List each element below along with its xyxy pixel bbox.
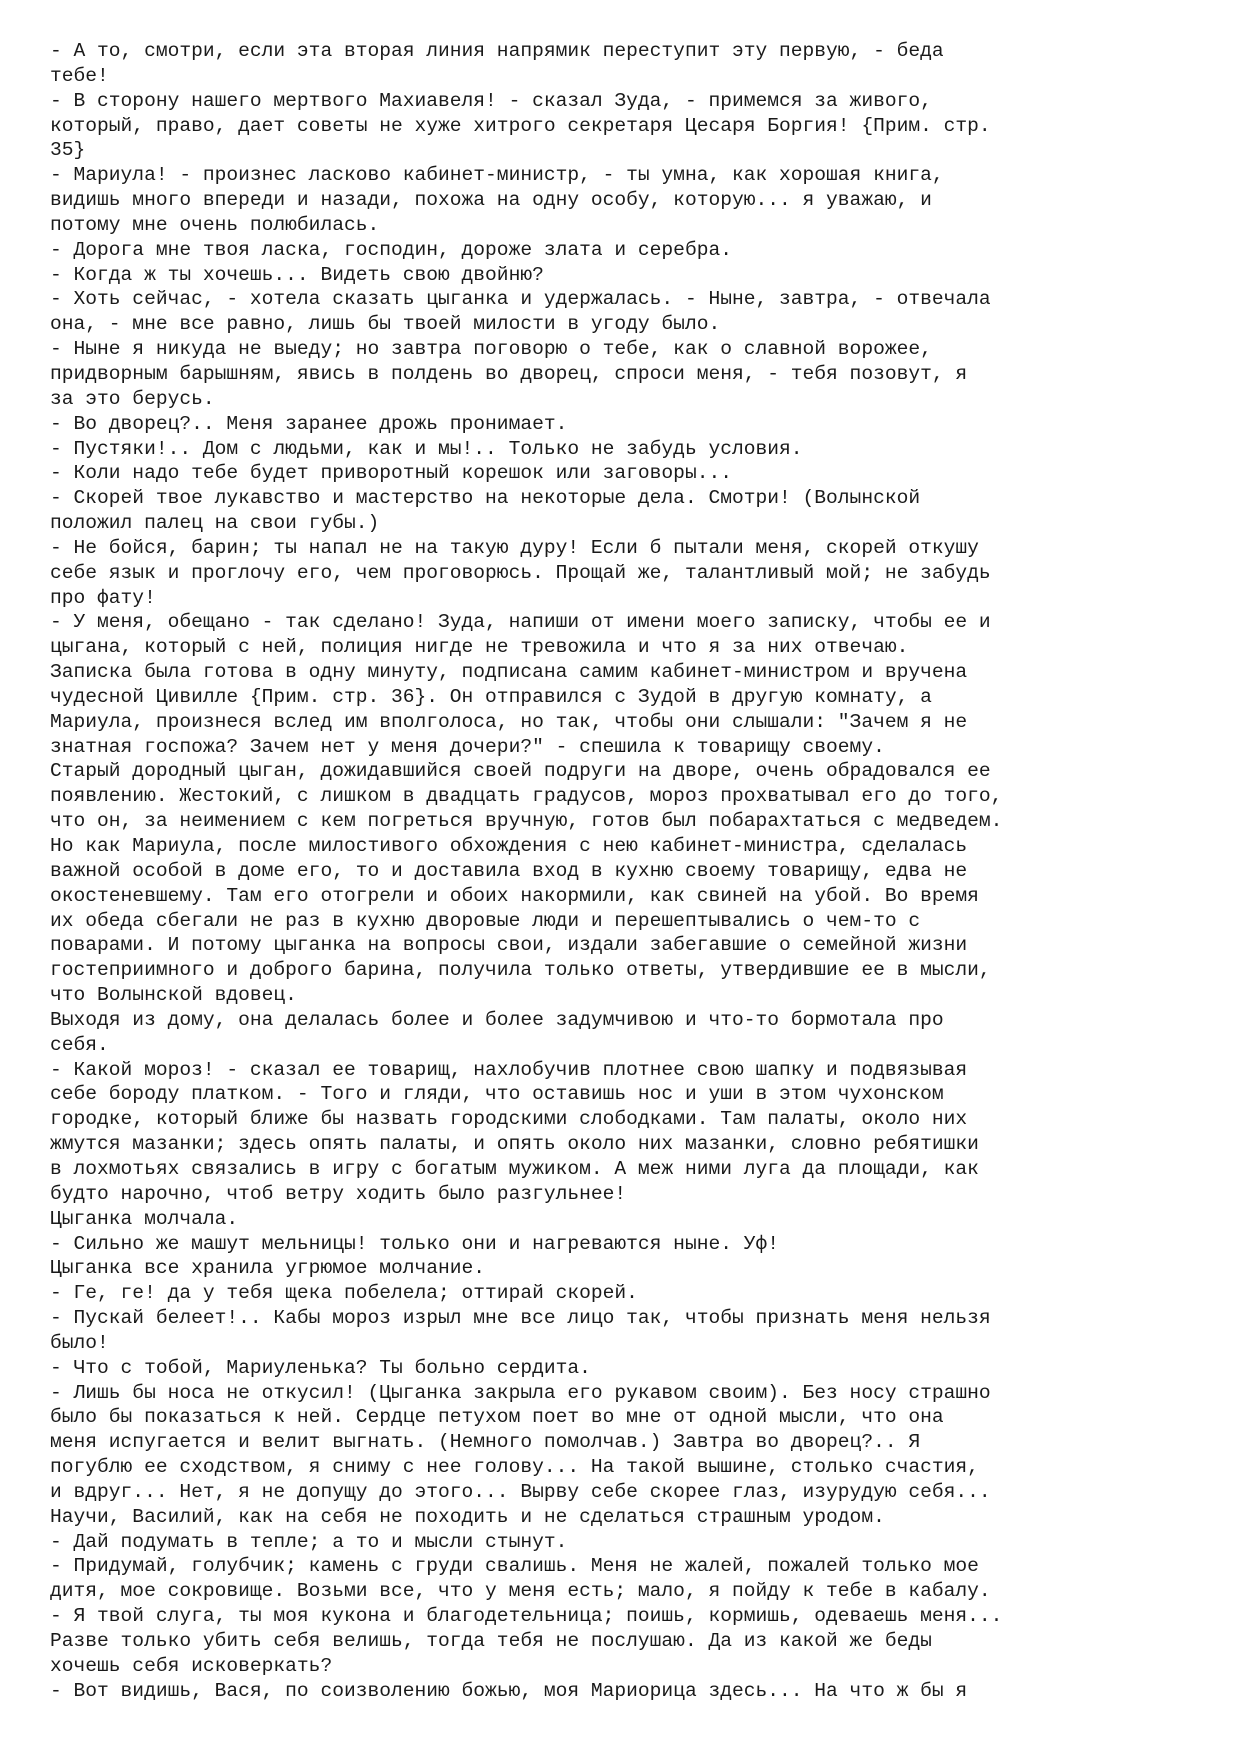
text-line: появлению. Жестокий, с лишком в двадцать градусов, мороз прохватывал его до того, [50,785,1003,808]
text-line: - Ге, ге! да у тебя щека побелела; оттирай скорей. [50,1282,638,1305]
text-line: - А то, смотри, если эта вторая линия напрямик переступит эту первую, - беда [50,40,944,62]
text-line: гостеприимного и доброго барина, получила только ответы, утвердившие ее в мысли, [50,959,991,982]
text-line: - Что с тобой, Мариуленька? Ты больно сердита. [50,1356,591,1379]
text-line: за это берусь. [50,387,215,410]
text-line: их обеда сбегали не раз в кухню дворовые люди и перешептывались о чем-то с [50,909,921,932]
text-line: видишь много впереди и назади, похожа на одну особу, которую... я уважаю, и [50,189,932,212]
text-line: Цыганка все хранила угрюмое молчание. [50,1257,486,1280]
text-line: Старый дородный цыган, дожидавшийся своей подруги на дворе, очень обрадовался ее [50,760,991,783]
text-line: было бы показаться к ней. Сердце петухом поет во мне от одной мысли, что она [50,1406,944,1429]
text-line: - Дорога мне твоя ласка, господин, дороже злата и серебра. [50,238,732,261]
text-line: - Пускай белеет!.. Кабы мороз изрыл мне все лицо так, чтобы признать меня нельзя [50,1307,991,1330]
text-line: городке, который ближе бы назвать городскими слободками. Там палаты, около них [50,1108,968,1131]
text-line: что он, за неимением с кем погреться вручную, готов был побарахтаться с медведем. [50,810,1003,833]
text-line: - Хоть сейчас, - хотела сказать цыганка и удержалась. - Ныне, завтра, - отвечала [50,288,991,311]
text-line: - Когда ж ты хочешь... Видеть свою двойню? [50,263,544,286]
text-line: - Вот видишь, Вася, по соизволению божью, моя Мариорица здесь... На что ж бы я [50,1679,968,1702]
text-line: себя. [50,1033,109,1056]
text-line: - В сторону нашего мертвого Махиавеля! - сказал Зуда, - примемся за живого, [50,89,932,112]
text-line: хочешь себя исковеркать? [50,1654,333,1677]
text-line: жмутся мазанки; здесь опять палаты, и опять около них мазанки, словно ребятишки [50,1133,979,1156]
text-line: Записка была готова в одну минуту, подписана самим кабинет-министром и вручена [50,661,968,684]
text-line: - Сильно же машут мельницы! только они и нагреваются ныне. Уф! [50,1232,780,1255]
text-line: будто нарочно, чтоб ветру ходить было разгульнее! [50,1182,627,1205]
text-line: - У меня, обещано - так сделано! Зуда, напиши от имени моего записку, чтобы ее и [50,611,991,634]
text-line: - Коли надо тебе будет приворотный корешок или заговоры... [50,462,732,485]
text-line: Выходя из дому, она делалась более и более задумчивою и что-то бормотала про [50,1008,944,1031]
text-line: тебе! [50,64,109,87]
text-line: про фату! [50,586,156,609]
text-line: что Волынской вдовец. [50,984,297,1007]
document-page [50,39,1190,1704]
text-line: цыгана, который с ней, полиция нигде не тревожила и что я за них отвечаю. [50,636,909,659]
text-line: - Скорей твое лукавство и мастерство на некоторые дела. Смотри! (Волынской [50,487,921,510]
text-line: - Ныне я никуда не выеду; но завтра поговорю о тебе, как о славной ворожее, [50,338,932,361]
text-line: - Пустяки!.. Дом с людьми, как и мы!.. Только не забудь условия. [50,437,803,460]
text-line: было! [50,1331,109,1354]
text-line: Мариула, произнеся вслед им вполголоса, но так, чтобы они слышали: "Зачем я не [50,710,968,733]
text-line: - Дай подумать в тепле; а то и мысли стынут. [50,1530,568,1553]
text-line: важной особой в доме его, то и доставила вход в кухню своему товарищу, едва не [50,859,968,882]
text-line: знатная госпожа? Зачем нет у меня дочери?" - спешила к товарищу своему. [50,735,885,758]
text-line: Научи, Василий, как на себя не походить и не сделаться страшным уродом. [50,1505,885,1528]
text-line: - Я твой слуга, ты моя кукона и благодетельница; поишь, кормишь, одеваешь меня... [50,1605,1003,1628]
text-line: положил палец на свои губы.) [50,512,380,535]
text-line: меня испугается и велит выгнать. (Немного помолчав.) Завтра во дворец?.. Я [50,1431,921,1454]
text-line: - Не бойся, барин; ты напал не на такую дуру! Если б пытали меня, скорей откушу [50,536,979,559]
text-line: погублю ее сходством, я сниму с нее голову... На такой вышине, столько счастия, [50,1456,979,1479]
text-line: - Мариула! - произнес ласково кабинет-министр, - ты умна, как хорошая книга, [50,164,944,187]
text-line: и вдруг... Нет, я не допущу до этого... Вырву себе скорее глаз, изурудую себя... [50,1480,991,1503]
text-line: Но как Мариула, после милостивого обхождения с нею кабинет-министра, сделалась [50,835,968,857]
text-line: себе бороду платком. - Того и гляди, что оставишь нос и уши в этом чухонском [50,1083,944,1106]
text-line: себе язык и проглочу его, чем проговорюсь. Прощай же, талантливый мой; не забудь [50,561,991,584]
text-line: - Во дворец?.. Меня заранее дрожь пронимает. [50,412,568,435]
text-line: она, - мне все равно, лишь бы твоей милости в угоду было. [50,313,721,336]
text-line: Цыганка молчала. [50,1207,239,1230]
text-line: - Придумай, голубчик; камень с груди свалишь. Меня не жалей, пожалей только мое [50,1555,979,1578]
text-line: потому мне очень полюбилась. [50,213,380,236]
text-line: - Лишь бы носа не откусил! (Цыганка закрыла его рукавом своим). Без носу страшно [50,1381,991,1404]
text-line: чудесной Цивилле {Прим. стр. 36}. Он отправился с Зудой в другую комнату, а [50,685,932,708]
text-line: 35} [50,139,86,162]
text-line: в лохмотьях связались в игру с богатым мужиком. А меж ними луга да площади, как [50,1157,979,1180]
text-line: поварами. И потому цыганка на вопросы свои, издали забегавшие о семейной жизни [50,934,968,957]
text-line: - Какой мороз! - сказал ее товарищ, нахлобучив плотнее свою шапку и подвязывая [50,1058,968,1081]
text-line: окостеневшему. Там его отогрели и обоих накормили, как свиней на убой. Во время [50,884,979,907]
text-line: который, право, дает советы не хуже хитрого секретаря Цесаря Боргия! {Прим. стр. [50,114,991,137]
text-line: придворным барышням, явись в полдень во дворец, спроси меня, - тебя позовут, я [50,362,968,385]
text-line: Разве только убить себя велишь, тогда тебя не послушаю. Да из какой же беды [50,1630,932,1652]
text-line: дитя, мое сокровище. Возьми все, что у меня есть; мало, я пойду к тебе в кабалу. [50,1580,991,1603]
